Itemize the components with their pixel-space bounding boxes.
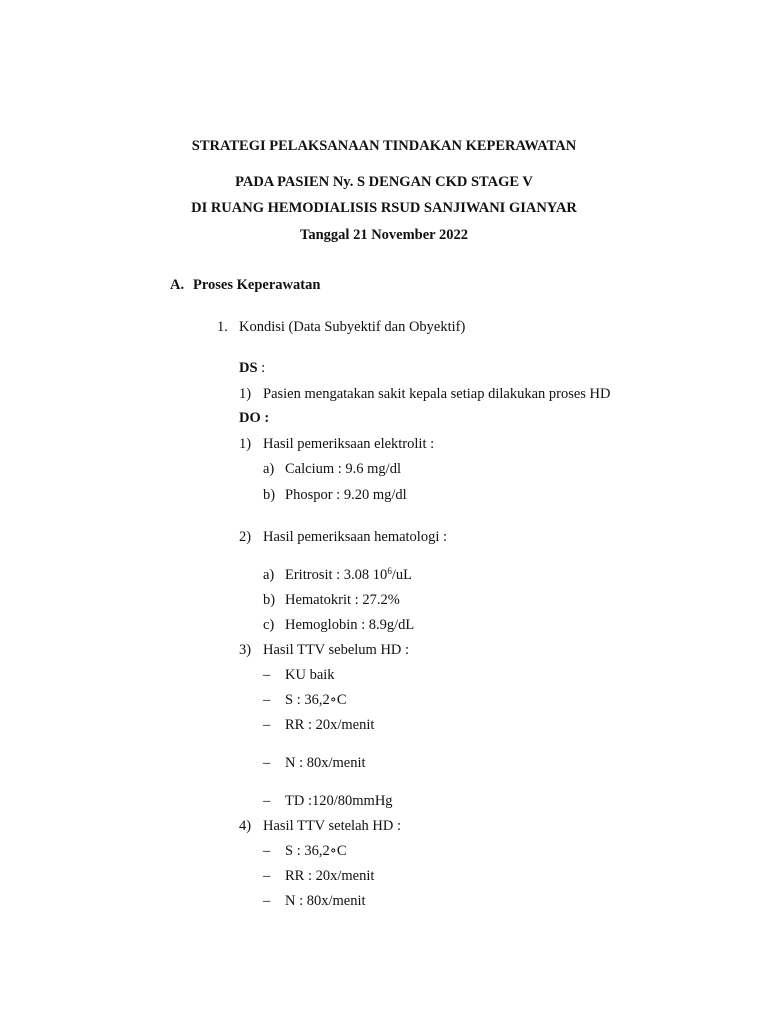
do-group-title: Hasil TTV setelah HD :	[263, 818, 401, 834]
dash-marker: –	[263, 755, 271, 771]
do-group-marker: 3)	[239, 642, 252, 658]
section-a-title: Proses Keperawatan	[193, 277, 321, 293]
list-item: TD :120/80mmHg	[285, 793, 393, 809]
dash-marker: –	[263, 667, 271, 683]
list-item: Calcium : 9.6 mg/dl	[285, 461, 401, 477]
eritrosit-text: Eritrosit : 3.08 10	[285, 567, 388, 583]
dash-marker: –	[263, 868, 271, 884]
dash-marker: –	[263, 793, 271, 809]
section-a-marker: A.	[170, 277, 185, 293]
item-1-marker: 1.	[217, 319, 228, 335]
list-item: Hemoglobin : 8.9g/dL	[285, 617, 415, 633]
ds-label: DS	[239, 360, 258, 376]
eritrosit-exponent: 6	[387, 566, 392, 576]
list-item: Phospor : 9.20 mg/dl	[285, 487, 407, 503]
list-item-marker: a)	[263, 461, 275, 477]
dash-marker: –	[263, 717, 271, 733]
list-item: KU baik	[285, 667, 335, 683]
list-item: Hematokrit : 27.2%	[285, 592, 400, 608]
list-item-marker: c)	[263, 617, 275, 633]
do-group-marker: 2)	[239, 529, 252, 545]
dash-marker: –	[263, 843, 271, 859]
eritrosit-unit: /uL	[391, 567, 412, 583]
ds-item-text: Pasien mengatakan sakit kepala setiap dilakukan proses HD	[263, 386, 611, 402]
list-item: N : 80x/menit	[285, 893, 366, 909]
do-group-title: Hasil pemeriksaan hematologi :	[263, 529, 448, 545]
list-item: RR : 20x/menit	[285, 717, 375, 733]
list-item: S : 36,2∘C	[285, 692, 347, 708]
list-item-marker: a)	[263, 567, 275, 583]
do-group-marker: 1)	[239, 436, 252, 452]
do-group-marker: 4)	[239, 818, 252, 834]
ds-heading	[239, 361, 265, 376]
list-item: N : 80x/menit	[285, 755, 366, 771]
list-item: S : 36,2∘C	[285, 843, 347, 859]
ds-colon: :	[257, 360, 266, 376]
dash-marker: –	[263, 692, 271, 708]
document-subtitle-location: DI RUANG HEMODIALISIS RSUD SANJIWANI GIANYAR	[191, 200, 577, 216]
document-date: Tanggal 21 November 2022	[300, 227, 468, 243]
do-group-title: Hasil TTV sebelum HD :	[263, 642, 410, 658]
list-item	[285, 568, 412, 583]
document-subtitle-patient: PADA PASIEN Ny. S DENGAN CKD STAGE V	[235, 174, 533, 190]
list-item-marker: b)	[263, 592, 276, 608]
document-title: STRATEGI PELAKSANAAN TINDAKAN KEPERAWATAN	[191, 138, 577, 154]
do-group-title: Hasil pemeriksaan elektrolit :	[263, 436, 435, 452]
ds-item-marker: 1)	[239, 386, 252, 402]
dash-marker: –	[263, 893, 271, 909]
do-label: DO :	[239, 410, 270, 426]
list-item: RR : 20x/menit	[285, 868, 375, 884]
item-1-title: Kondisi (Data Subyektif dan Obyektif)	[239, 319, 466, 335]
list-item-marker: b)	[263, 487, 276, 503]
